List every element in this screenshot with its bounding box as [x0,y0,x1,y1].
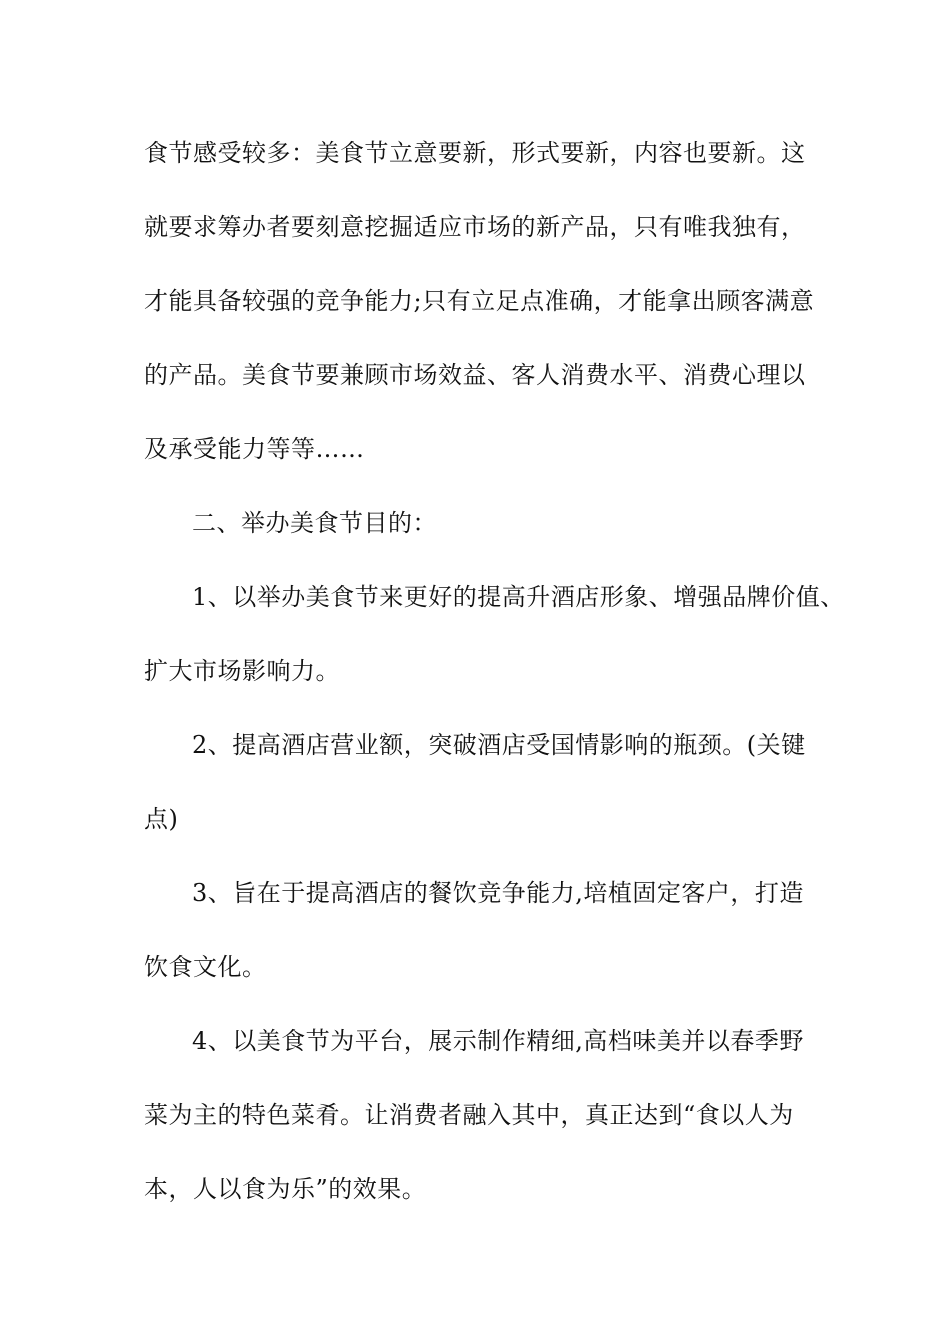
section-heading: 二、举办美食节目的： [192,509,437,537]
paragraph-line: 及承受能力等等…… [144,435,365,463]
list-item: 1、以举办美食节来更好的提高升酒店形象、增强品牌价值、 [192,583,845,611]
list-item-continuation: 点) [144,805,179,833]
list-item: 4、以美食节为平台，展示制作精细,高档味美并以春季野 [192,1027,804,1055]
list-item-continuation: 扩大市场影响力。 [144,657,340,685]
list-item-continuation: 本，人以食为乐”的效果。 [144,1175,427,1203]
list-item: 2、提高酒店营业额，突破酒店受国情影响的瓶颈。(关键 [192,731,806,759]
paragraph-line: 才能具备较强的竞争能力;只有立足点准确，才能拿出顾客满意 [144,287,815,315]
list-item-continuation: 饮食文化。 [144,953,267,981]
paragraph-line: 的产品。美食节要兼顾市场效益、客人消费水平、消费心理以 [144,361,806,389]
list-item: 3、旨在于提高酒店的餐饮竞争能力,培植固定客户，打造 [192,879,804,907]
paragraph-line: 就要求筹办者要刻意挖掘适应市场的新产品，只有唯我独有， [144,213,806,241]
list-item-continuation: 菜为主的特色菜肴。让消费者融入其中，真正达到“食以人为 [144,1101,794,1129]
paragraph-line: 食节感受较多：美食节立意要新，形式要新，内容也要新。这 [144,139,806,167]
